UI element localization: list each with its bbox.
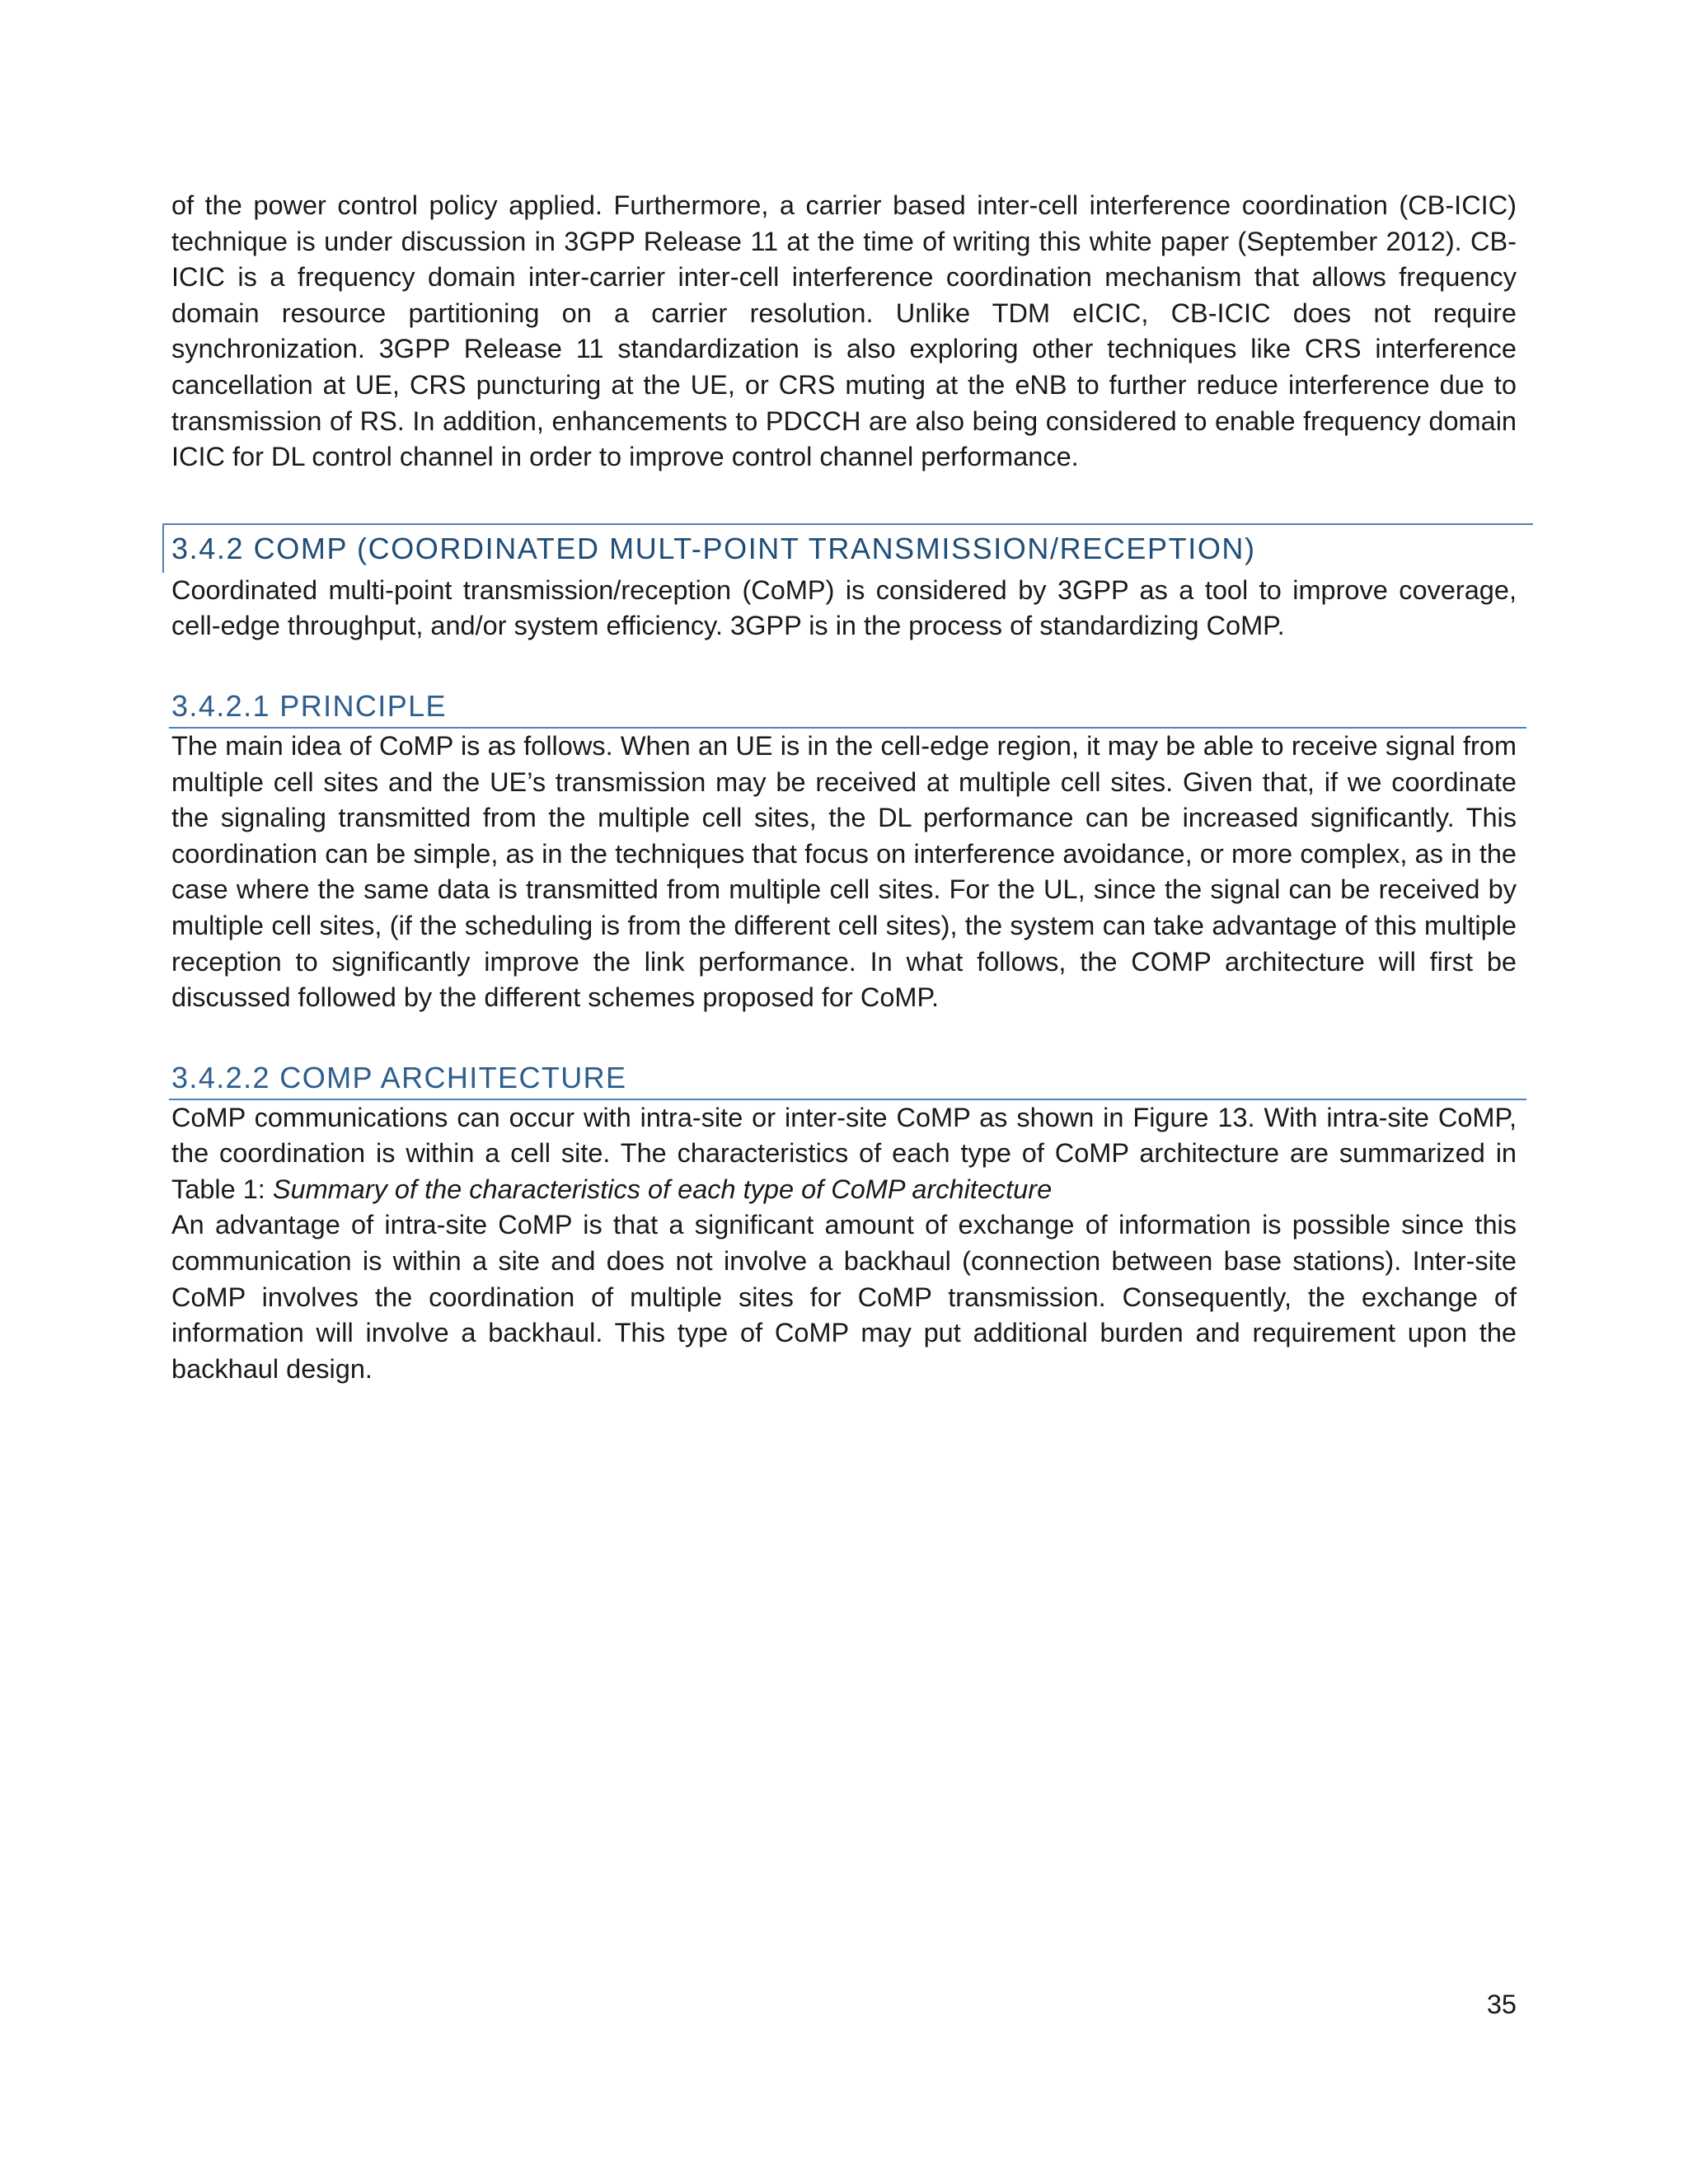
- heading-3-4-2-comp: 3.4.2 COMP (COORDINATED MULT-POINT TRANSMISSION/RECEPTION): [162, 523, 1533, 573]
- heading-3-4-2-1-principle: 3.4.2.1 PRINCIPLE: [169, 689, 1526, 729]
- table-caption-reference: Summary of the characteristics of each type of CoMP architecture: [272, 1174, 1053, 1204]
- paragraph-comp-intro: Coordinated multi-point transmission/reception (CoMP) is considered by 3GPP as a tool to improve coverage, cell-edge throughput, and/or system efficiency. 3GPP is in the process of standardizing CoMP.: [171, 574, 1517, 641]
- paragraph-comp-principle: The main idea of CoMP is as follows. When an UE is in the cell-edge region, it may be able to receive signal from multiple cell sites and the UE’s transmission may be received at multiple cell sites. Given that, if we coordinate the signaling transmitted from the multiple cell sites, the DL performance can be increased significantly. This coordination can be simple, as in the techniques that focus on interference avoidance, or more complex, as in the case where the same data is transmitted from multiple cell sites. For the UL, since the signal can be received by multiple cell sites, (if the scheduling is from the different cell sites), the system can take advantage of this multiple reception to significantly improve the link performance. In what follows, the COMP architecture will first be discussed followed by the different schemes proposed for CoMP.: [171, 730, 1517, 1013]
- document-page: [171, 188, 1517, 1387]
- paragraph-comp-architecture: [171, 1100, 1517, 1208]
- paragraph-cb-icic: of the power control policy applied. Furthermore, a carrier based inter-cell interference coordination (CB-ICIC) technique is under discussion in 3GPP Release 11 at the time of writing this white paper (September 2012). CB-ICIC is a frequency domain inter-carrier inter-cell interference coordination mechanism that allows frequency domain resource partitioning on a carrier resolution. Unlike TDM eICIC, CB-ICIC does not require synchronization. 3GPP Release 11 standardization is also exploring other techniques like CRS interference cancellation at UE, CRS puncturing at the UE, or CRS muting at the eNB to further reduce interference due to transmission of RS. In addition, enhancements to PDCCH are also being considered to enable frequency domain ICIC for DL control channel in order to improve control channel performance.: [171, 190, 1517, 472]
- heading-3-4-2-2-architecture: 3.4.2.2 COMP ARCHITECTURE: [169, 1061, 1526, 1100]
- page-number: 35: [1486, 1990, 1517, 2019]
- architecture-text: CoMP communications can occur with intra-site or inter-site CoMP as shown in Figure 13. With intra-site CoMP, the coordination is within a cell site. The characteristics of each type of CoMP architecture are summarized in Table 1:: [171, 1102, 1517, 1204]
- paragraph-intra-inter-site: An advantage of intra-site CoMP is that a significant amount of exchange of information is possible since this communication is within a site and does not involve a backhaul (connection between base stations). Inter-site CoMP involves the coordination of multiple sites for CoMP transmission. Consequently, the exchange of information will involve a backhaul. This type of CoMP may put additional burden and requirement upon the backhaul design.: [171, 1210, 1517, 1384]
